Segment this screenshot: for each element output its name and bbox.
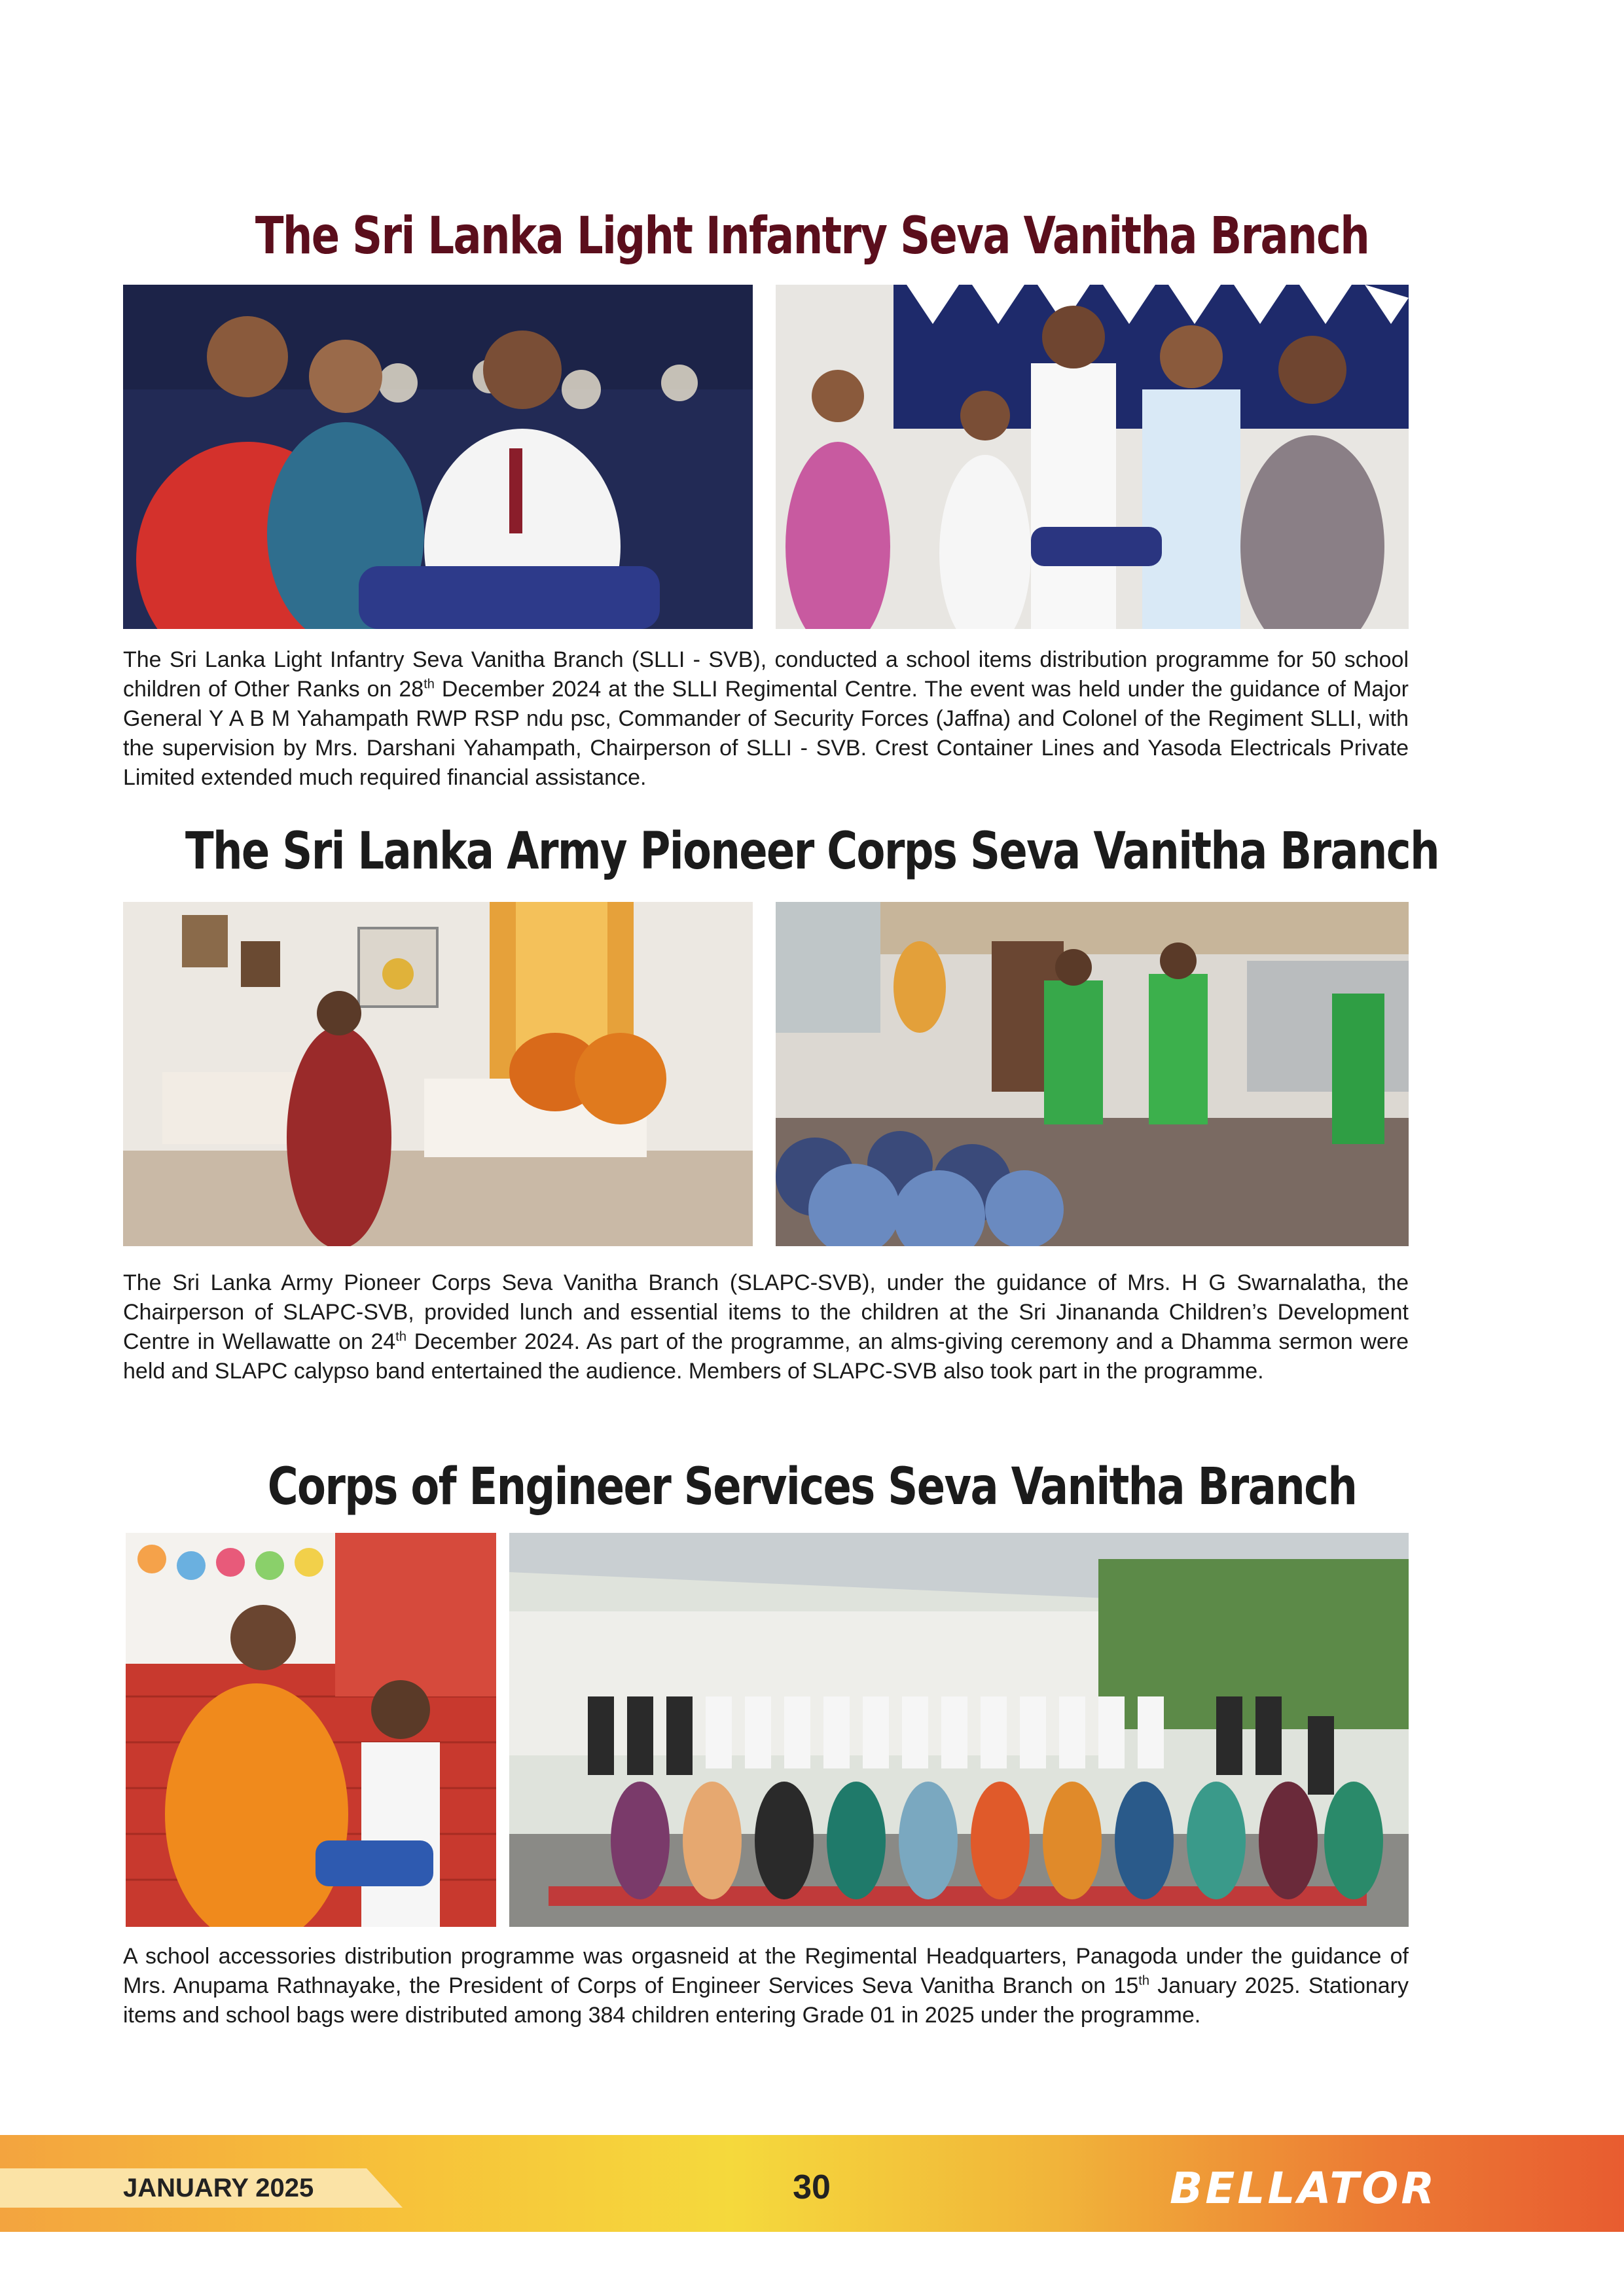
page-number: 30 (793, 2168, 831, 2206)
section-title-slli: The Sri Lanka Light Infantry Seva Vanitha Branch (255, 207, 1369, 266)
section-body-ces: A school accessories distribution programme was orgasneid at the Regimental Headquarters, Panagoda under the guidance of Mrs. Anupama Rathnayake, the President of Corps of Engineer Services Seva Vanitha Branch on 15th January 2025. Stationary items and school bags were distributed among 384 children entering Grade 01 in 2025 under the programme. (123, 1944, 1409, 2028)
footer-date: JANUARY 2025 (123, 2174, 314, 2202)
photo-slapc-lunch-left (123, 902, 753, 1246)
photo-slli-distribution-left (123, 285, 753, 629)
bellator-logo: BELLATOR (1170, 2163, 1437, 2214)
photo-slli-distribution-right (776, 285, 1409, 629)
photo-ces-group-right (509, 1533, 1409, 1927)
section-title-slapc: The Sri Lanka Army Pioneer Corps Seva Vanitha Branch (185, 822, 1439, 881)
photo-slapc-band-right (776, 902, 1409, 1246)
section-title-ces: Corps of Engineer Services Seva Vanitha Branch (267, 1458, 1357, 1516)
section-body-slli: The Sri Lanka Light Infantry Seva Vanitha Branch (SLLI - SVB), conducted a school items distribution programme for 50 school children of Other Ranks on 28th December 2024 at the SLLI Regimental Centre. The event was held under the guidance of Major General Y A B M Yahampath RWP RSP ndu psc, Commander of Security Forces (Jaffna) and Colonel of the Regiment SLLI, with the supervision by Mrs. Darshani Yahampath, Chairperson of SLLI - SVB. Crest Container Lines and Yasoda Electricals Private Limited extended much required financial assistance. (123, 647, 1409, 790)
section-body-slapc: The Sri Lanka Army Pioneer Corps Seva Vanitha Branch (SLAPC-SVB), under the guidance of Mrs. H G Swarnalatha, the Chairperson of SLAPC-SVB, provided lunch and essential items to the children at the Sri Jinananda Children’s Development Centre in Wellawatte on 24th December 2024. As part of the programme, an alms-giving ceremony and a Dhamma sermon were held and SLAPC calypso band entertained the audience. Members of SLAPC-SVB also took part in the programme. (123, 1270, 1409, 1384)
photo-ces-distribution-left (126, 1533, 496, 1927)
